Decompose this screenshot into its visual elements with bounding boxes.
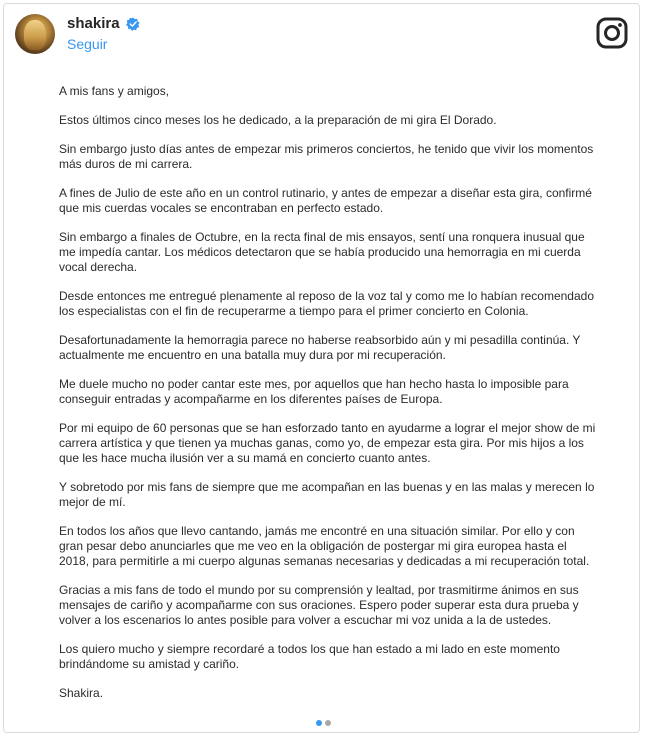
letter-paragraph: Y sobretodo por mis fans de siempre que me acompañan en las buenas y en las malas y merecen lo mejor de mí. — [59, 480, 595, 509]
follow-button[interactable]: Seguir — [67, 36, 108, 52]
letter-paragraph: Los quiero mucho y siempre recordaré a todos los que han estado a mi lado en este momento brindándome su amistad y cariño. — [59, 642, 560, 671]
letter-image — [59, 84, 599, 715]
instagram-post-card — [3, 3, 640, 733]
letter-paragraph: Sin embargo a finales de Octubre, en la recta final de mis ensayos, sentí una ronquera inusual que me impedía cantar. Los médicos detectaron que se había producido una hemorragia en mi cuerda vocal derecha. — [59, 230, 585, 274]
letter-paragraph: A mis fans y amigos, — [59, 84, 170, 98]
letter-paragraph: Desafortunadamente la hemorragia parece no haberse reabsorbido aún y mi pesadilla continúa. Y actualmente me encuentro en una batalla muy dura por mi recuperación. — [59, 333, 581, 362]
verified-badge-icon — [126, 17, 140, 31]
letter-paragraph: A fines de Julio de este año en un control rutinario, y antes de empezar a diseñar esta gira, confirmé que mis cuerdas vocales se encontraban en perfecto estado. — [59, 186, 592, 215]
letter-paragraph: Gracias a mis fans de todo el mundo por su comprensión y lealtad, por trasmitirme ánimos en sus mensajes de cariño y acompañarme con sus oraciones. Espero poder superar esta dura prueba y volver a los escenarios lo antes posible para volver a escuchar mi voz unida a la de ustedes. — [59, 583, 579, 627]
letter-paragraph: Desde entonces me entregué plenamente al reposo de la voz tal y como me lo habían recomendado los especialistas con el fin de recuperarme a tiempo para el primer concierto en Colonia. — [59, 289, 594, 318]
instagram-icon[interactable] — [596, 17, 628, 49]
letter-paragraph: Estos últimos cinco meses los he dedicado, a la preparación de mi gira El Dorado. — [59, 113, 497, 127]
username-link[interactable]: shakira — [67, 15, 120, 32]
avatar-image — [24, 20, 46, 50]
avatar[interactable] — [15, 14, 55, 54]
post-header — [4, 4, 639, 64]
letter-paragraph: Por mi equipo de 60 personas que se han esforzado tanto en ayudarme a lograr el mejor show de mi carrera artística y que tienen ya muchas ganas, como yo, de empezar esta gira. Por mis hijos a los que les hace mucha ilusión ver a su mamá en concierto cuanto antes. — [59, 421, 596, 465]
letter-paragraph: En todos los años que llevo cantando, jamás me encontré en una situación similar. Por ello y con gran pesar debo anunciarles que me veo en la obligación de postergar mi gira europea hasta el 2018, para permitirle a mi cuerpo algunas semanas necesarias y dedicadas a mi recuperación total. — [59, 524, 590, 568]
letter-signature: Shakira. — [59, 686, 104, 700]
letter-paragraph: Me duele mucho no poder cantar este mes, por aquellos que han hecho hasta lo imposible para conseguir entradas y acompañarme en los diferentes países de Europa. — [59, 377, 569, 406]
letter-paragraph: Sin embargo justo días antes de empezar mis primeros conciertos, he tenido que vivir los momentos más duros de mi carrera. — [59, 142, 594, 171]
